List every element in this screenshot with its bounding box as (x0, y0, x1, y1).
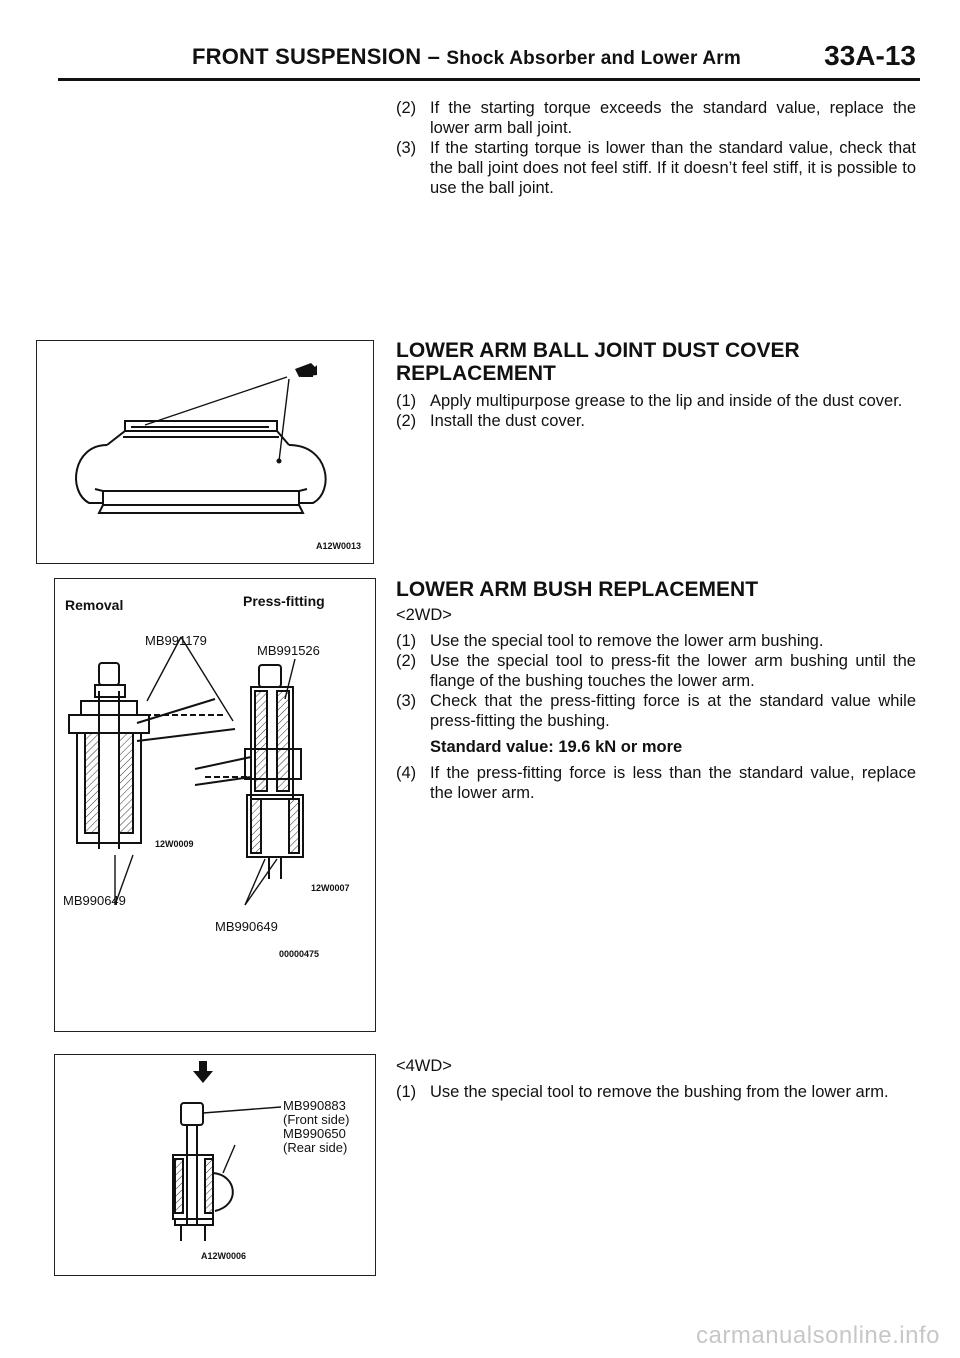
step-item (396, 691, 916, 731)
step-number: (4) (396, 764, 417, 782)
step-number: (3) (396, 692, 417, 710)
step-item (396, 763, 916, 803)
4wd-leaders (203, 1107, 281, 1173)
figure-code: A12W0013 (315, 541, 361, 551)
step-text: Use the special tool to press-fit the lower arm bushing until the flange of the bushing touches the lower arm. (430, 652, 916, 690)
heading-line: LOWER ARM BALL JOINT DUST COVER (396, 339, 800, 362)
title-separator: – (421, 44, 447, 69)
press-fit-tool (195, 665, 303, 879)
step-number: (1) (396, 632, 417, 650)
tool-label-mb991179: MB991179 (145, 633, 207, 648)
standard-value: Standard value: 19.6 kN or more (430, 738, 683, 756)
step-item (396, 1082, 916, 1102)
dust-cover-figure (36, 340, 374, 564)
bush-tool-figure (54, 578, 376, 1032)
step-text: If the starting torque exceeds the standard value, replace the lower arm ball joint. (430, 99, 916, 137)
2wd-tag: <2WD> (396, 606, 452, 624)
grease-icon (295, 363, 317, 377)
step-item (396, 138, 916, 198)
removal-label: Removal (65, 597, 124, 613)
tool-label-mb990649-left: MB990649 (63, 893, 126, 908)
step-text: Use the special tool to remove the bushing from the lower arm. (430, 1083, 889, 1101)
tool-label-mb990649-right: MB990649 (215, 919, 278, 934)
bush-heading: LOWER ARM BUSH REPLACEMENT (396, 578, 759, 601)
tool-label-mb991526: MB991526 (257, 643, 320, 658)
step-item (396, 411, 916, 431)
dust-cover-heading (396, 339, 916, 385)
step-text: Check that the press-fitting force is at the standard value while press-fitting the bushing. (430, 692, 916, 730)
page-title (192, 44, 741, 70)
step-item (396, 391, 916, 411)
tool-note-front: (Front side) (283, 1112, 350, 1127)
step-number: (3) (396, 139, 417, 157)
tool-label-mb990883: MB990883 (283, 1098, 346, 1113)
dust-cover-illustration (37, 341, 373, 563)
section-title: FRONT SUSPENSION (192, 44, 422, 69)
step-text: If the starting torque is lower than the standard value, check that the ball joint does not feel stiff. If it doesn’t feel stiff, it is possible to use the ball joint. (430, 139, 916, 197)
subsection-title: Shock Absorber and Lower Arm (446, 48, 741, 69)
step-number: (2) (396, 652, 417, 670)
step-number: (1) (396, 1083, 417, 1101)
heading-line: REPLACEMENT (396, 362, 556, 385)
leader-lines (145, 377, 289, 463)
tool-label-mb990650: MB990650 (283, 1126, 346, 1141)
4wd-tool-figure (54, 1054, 376, 1276)
step-number: (2) (396, 99, 417, 117)
figure-code: 12W0007 (311, 883, 350, 893)
step-text: Use the special tool to remove the lower arm bushing. (430, 632, 824, 650)
step-number: (1) (396, 392, 417, 410)
dust-cover-shape (76, 421, 326, 513)
4wd-tag: <4WD> (396, 1057, 452, 1075)
step-item (396, 98, 916, 138)
figure-code: 12W0009 (155, 839, 194, 849)
bush-tool-illustration (55, 579, 375, 1031)
step-text: Install the dust cover. (430, 412, 586, 430)
watermark: carmanualsonline.info (696, 1322, 940, 1349)
step-text: Apply multipurpose grease to the lip and inside of the dust cover. (430, 392, 903, 410)
figure-code: 00000475 (279, 949, 320, 959)
down-arrow-icon (193, 1061, 213, 1083)
press-fitting-label: Press-fitting (243, 593, 325, 609)
figure-code: A12W0006 (201, 1251, 247, 1261)
page-header (58, 40, 920, 86)
dust-cover-section (396, 339, 916, 431)
header-rule (58, 78, 920, 81)
step-number: (2) (396, 412, 417, 430)
intro-steps (396, 98, 916, 198)
tool-note-rear: (Rear side) (283, 1140, 348, 1155)
4wd-tool-labels (283, 1099, 349, 1155)
4wd-tool-illustration (55, 1055, 375, 1275)
bush-4wd-section (396, 1052, 916, 1102)
page-number: 33A-13 (824, 40, 916, 71)
step-item (396, 651, 916, 691)
bush-section (396, 578, 916, 803)
step-text: If the press-fitting force is less than the standard value, replace the lower arm. (430, 764, 916, 802)
step-item (396, 631, 916, 651)
